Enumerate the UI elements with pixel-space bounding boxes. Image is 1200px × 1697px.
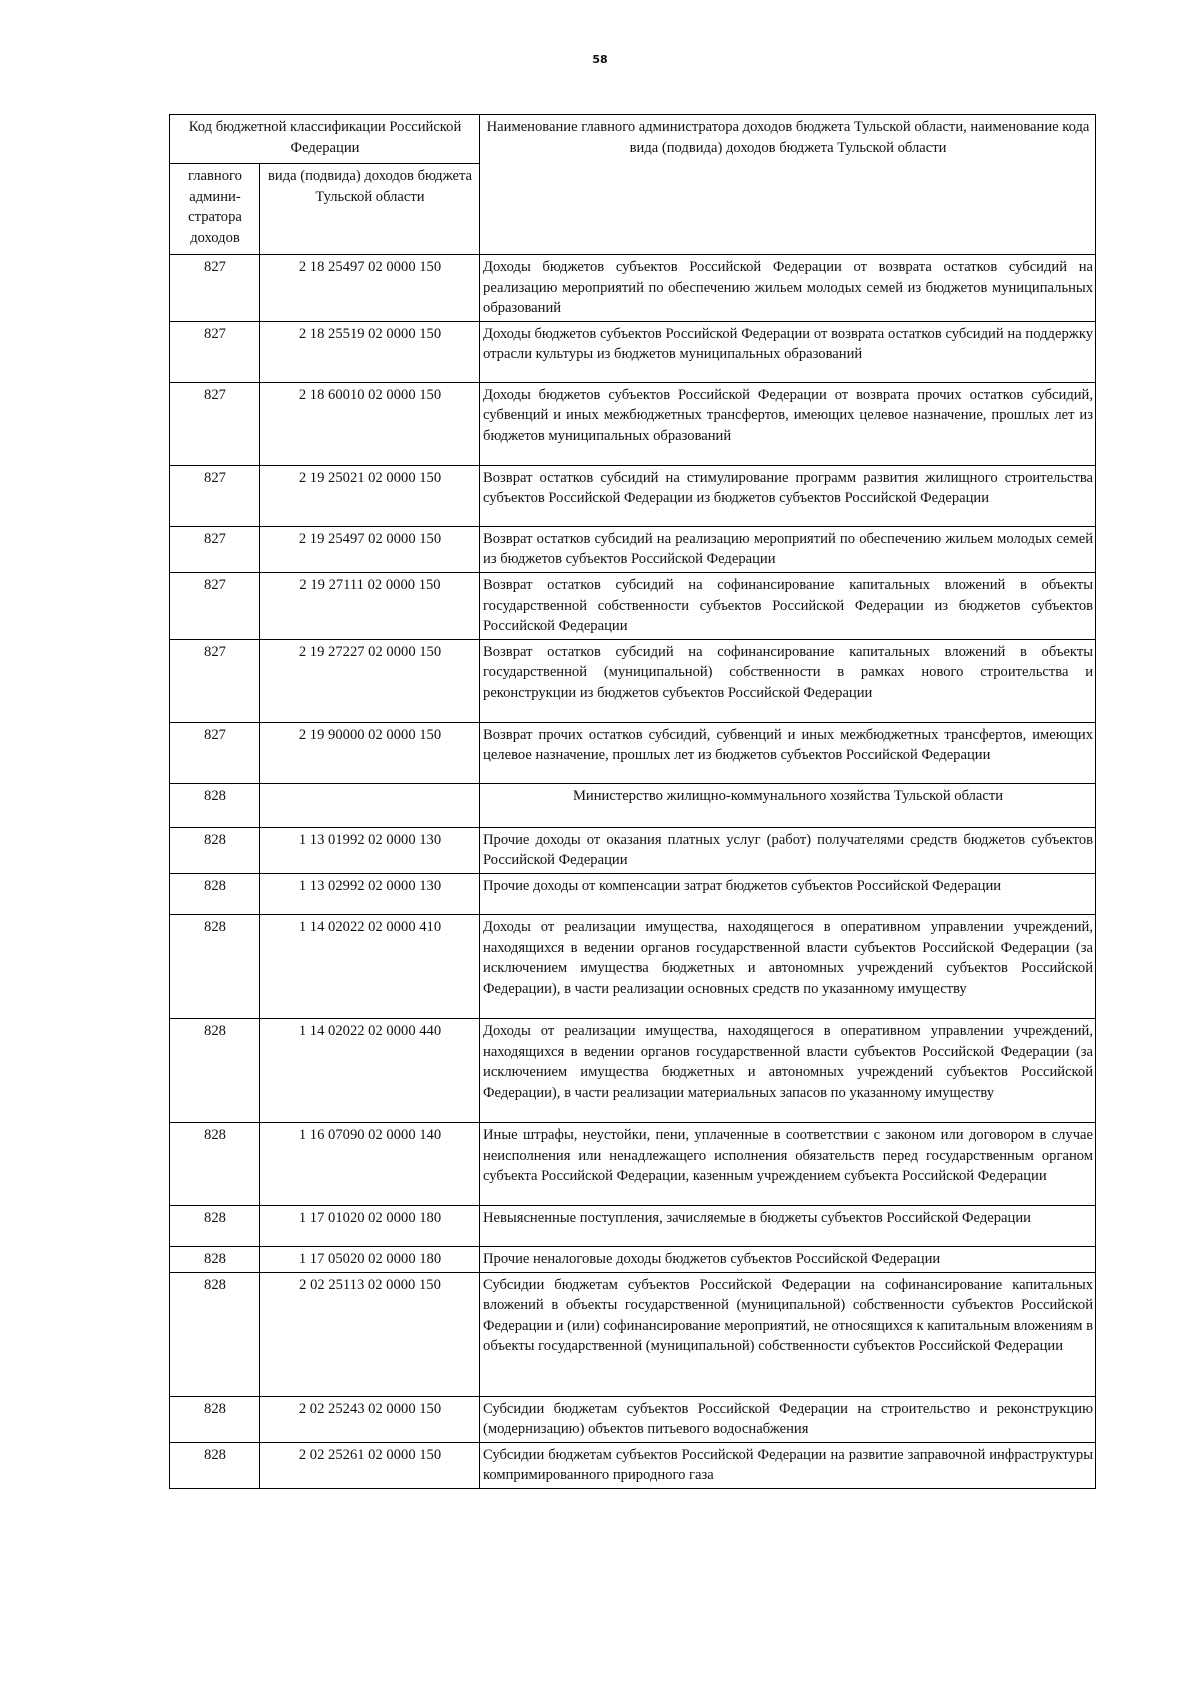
income-name-cell: Субсидии бюджетам субъектов Российской Федерации на софинансирование капитальных вложений в объекты государственной (муниципальной) собственности субъектов Российской Федерации и (или) софинансирование мероприятий, не относящихся к капитальным вложениям в объекты государственной (муниципальной) собственности субъектов Российской Федерации xyxy=(480,1272,1096,1396)
income-name-cell: Доходы от реализации имущества, находящегося в оперативном управлении учреждений, находящихся в ведении органов государственной власти субъектов Российской Федерации (за исключением имущества бюджетных и автономных учреждений субъектов Российской Федерации), в части реализации материальных запасов по указанному имуществу xyxy=(480,1018,1096,1122)
income-code-cell: 2 18 25519 02 0000 150 xyxy=(260,321,480,382)
income-name-cell: Доходы от реализации имущества, находящегося в оперативном управлении учреждений, находящихся в ведении органов государственной власти субъектов Российской Федерации (за исключением имущества бюджетных и автономных учреждений субъектов Российской Федерации), в части реализации основных средств по указанному имуществу xyxy=(480,914,1096,1018)
income-name-cell: Возврат остатков субсидий на стимулирование программ развития жилищного строительства субъектов Российской Федерации из бюджетов субъектов Российской Федерации xyxy=(480,465,1096,526)
admin-code-cell: 827 xyxy=(170,572,260,639)
admin-code-cell: 828 xyxy=(170,1272,260,1396)
admin-code-cell: 827 xyxy=(170,722,260,783)
admin-code-cell: 828 xyxy=(170,1396,260,1442)
table-body xyxy=(170,255,1096,1489)
table-row xyxy=(170,321,1096,382)
admin-code-cell: 827 xyxy=(170,382,260,465)
income-name-cell: Доходы бюджетов субъектов Российской Федерации от возврата остатков субсидий на поддержку отрасли культуры из бюджетов муниципальных образований xyxy=(480,321,1096,382)
table-row xyxy=(170,526,1096,572)
income-code-cell: 2 19 27227 02 0000 150 xyxy=(260,639,480,722)
admin-code-cell: 828 xyxy=(170,827,260,873)
admin-code-cell: 828 xyxy=(170,873,260,914)
income-name-cell: Доходы бюджетов субъектов Российской Федерации от возврата остатков субсидий на реализацию мероприятий по обеспечению жильем молодых семей из бюджетов муниципальных образований xyxy=(480,255,1096,322)
income-code-cell: 1 16 07090 02 0000 140 xyxy=(260,1122,480,1205)
income-name-cell: Субсидии бюджетам субъектов Российской Федерации на строительство и реконструкцию (модернизацию) объектов питьевого водоснабжения xyxy=(480,1396,1096,1442)
budget-classification-table xyxy=(169,114,1096,1489)
table-row xyxy=(170,255,1096,322)
income-name-cell: Прочие неналоговые доходы бюджетов субъектов Российской Федерации xyxy=(480,1246,1096,1272)
administrator-name-cell: Министерство жилищно-коммунального хозяйства Тульской области xyxy=(480,783,1096,827)
income-code-cell: 1 13 01992 02 0000 130 xyxy=(260,827,480,873)
page-number: 58 xyxy=(592,53,608,66)
table-row xyxy=(170,572,1096,639)
table-row xyxy=(170,827,1096,873)
admin-code-cell: 828 xyxy=(170,783,260,827)
table-row xyxy=(170,382,1096,465)
admin-code-cell: 828 xyxy=(170,1018,260,1122)
table-row xyxy=(170,1246,1096,1272)
income-name-cell: Возврат прочих остатков субсидий, субвенций и иных межбюджетных трансфертов, имеющих целевое назначение, прошлых лет из бюджетов субъектов Российской Федерации xyxy=(480,722,1096,783)
income-name-cell: Возврат остатков субсидий на реализацию мероприятий по обеспечению жильем молодых семей из бюджетов субъектов Российской Федерации xyxy=(480,526,1096,572)
income-name-cell: Невыясненные поступления, зачисляемые в бюджеты субъектов Российской Федерации xyxy=(480,1205,1096,1246)
admin-code-cell: 827 xyxy=(170,465,260,526)
admin-code-cell: 828 xyxy=(170,1205,260,1246)
admin-code-cell: 827 xyxy=(170,639,260,722)
header-name-column: Наименование главного администратора доходов бюджета Тульской области, наименование кода вида (подвида) доходов бюджета Тульской области xyxy=(480,115,1096,255)
table-row xyxy=(170,1442,1096,1488)
table-row xyxy=(170,639,1096,722)
income-code-cell: 2 18 60010 02 0000 150 xyxy=(260,382,480,465)
admin-code-cell: 828 xyxy=(170,1442,260,1488)
income-name-cell: Доходы бюджетов субъектов Российской Федерации от возврата прочих остатков субсидий, субвенций и иных межбюджетных трансфертов, имеющих целевое назначение, прошлых лет из бюджетов муниципальных образований xyxy=(480,382,1096,465)
income-code-cell xyxy=(260,783,480,827)
income-name-cell: Прочие доходы от оказания платных услуг (работ) получателями средств бюджетов субъектов Российской Федерации xyxy=(480,827,1096,873)
admin-code-cell: 827 xyxy=(170,526,260,572)
income-name-cell: Иные штрафы, неустойки, пени, уплаченные в соответствии с законом или договором в случае неисполнения или ненадлежащего исполнения обязательств перед государственным органом субъекта Российской Федерации, казенным учреждением субъекта Российской Федерации xyxy=(480,1122,1096,1205)
income-code-cell: 1 13 02992 02 0000 130 xyxy=(260,873,480,914)
income-code-cell: 2 02 25113 02 0000 150 xyxy=(260,1272,480,1396)
table-row xyxy=(170,914,1096,1018)
table-row xyxy=(170,1396,1096,1442)
income-code-cell: 1 17 05020 02 0000 180 xyxy=(260,1246,480,1272)
admin-code-cell: 827 xyxy=(170,321,260,382)
income-code-cell: 2 19 25497 02 0000 150 xyxy=(260,526,480,572)
table-row xyxy=(170,1122,1096,1205)
income-name-cell: Возврат остатков субсидий на софинансирование капитальных вложений в объекты государственной (муниципальной) собственности в рамках нового строительства и реконструкции из бюджетов субъектов Российской Федерации xyxy=(480,639,1096,722)
table-row xyxy=(170,873,1096,914)
admin-code-cell: 828 xyxy=(170,914,260,1018)
table-header-row xyxy=(170,115,1096,164)
table-row xyxy=(170,722,1096,783)
income-code-cell: 1 14 02022 02 0000 440 xyxy=(260,1018,480,1122)
admin-code-cell: 828 xyxy=(170,1122,260,1205)
table-row xyxy=(170,465,1096,526)
income-code-cell: 2 19 27111 02 0000 150 xyxy=(260,572,480,639)
income-name-cell: Прочие доходы от компенсации затрат бюджетов субъектов Российской Федерации xyxy=(480,873,1096,914)
header-admin-column: главного админи-стратора доходов xyxy=(170,164,260,255)
income-code-cell: 2 02 25261 02 0000 150 xyxy=(260,1442,480,1488)
income-code-cell: 2 02 25243 02 0000 150 xyxy=(260,1396,480,1442)
admin-code-cell: 827 xyxy=(170,255,260,322)
admin-code-cell: 828 xyxy=(170,1246,260,1272)
table-row xyxy=(170,1272,1096,1396)
income-name-cell: Субсидии бюджетам субъектов Российской Федерации на развитие заправочной инфраструктуры компримированного природного газа xyxy=(480,1442,1096,1488)
income-code-cell: 2 19 90000 02 0000 150 xyxy=(260,722,480,783)
table-row xyxy=(170,1018,1096,1122)
income-name-cell: Возврат остатков субсидий на софинансирование капитальных вложений в объекты государственной собственности субъектов Российской Федерации из бюджетов субъектов Российской Федерации xyxy=(480,572,1096,639)
income-code-cell: 2 19 25021 02 0000 150 xyxy=(260,465,480,526)
income-code-cell: 2 18 25497 02 0000 150 xyxy=(260,255,480,322)
income-code-cell: 1 17 01020 02 0000 180 xyxy=(260,1205,480,1246)
table-row xyxy=(170,783,1096,827)
header-code-column: вида (подвида) доходов бюджета Тульской области xyxy=(260,164,480,255)
income-code-cell: 1 14 02022 02 0000 410 xyxy=(260,914,480,1018)
header-budget-code-group: Код бюджетной классификации Российской Федерации xyxy=(170,115,480,164)
table-row xyxy=(170,1205,1096,1246)
